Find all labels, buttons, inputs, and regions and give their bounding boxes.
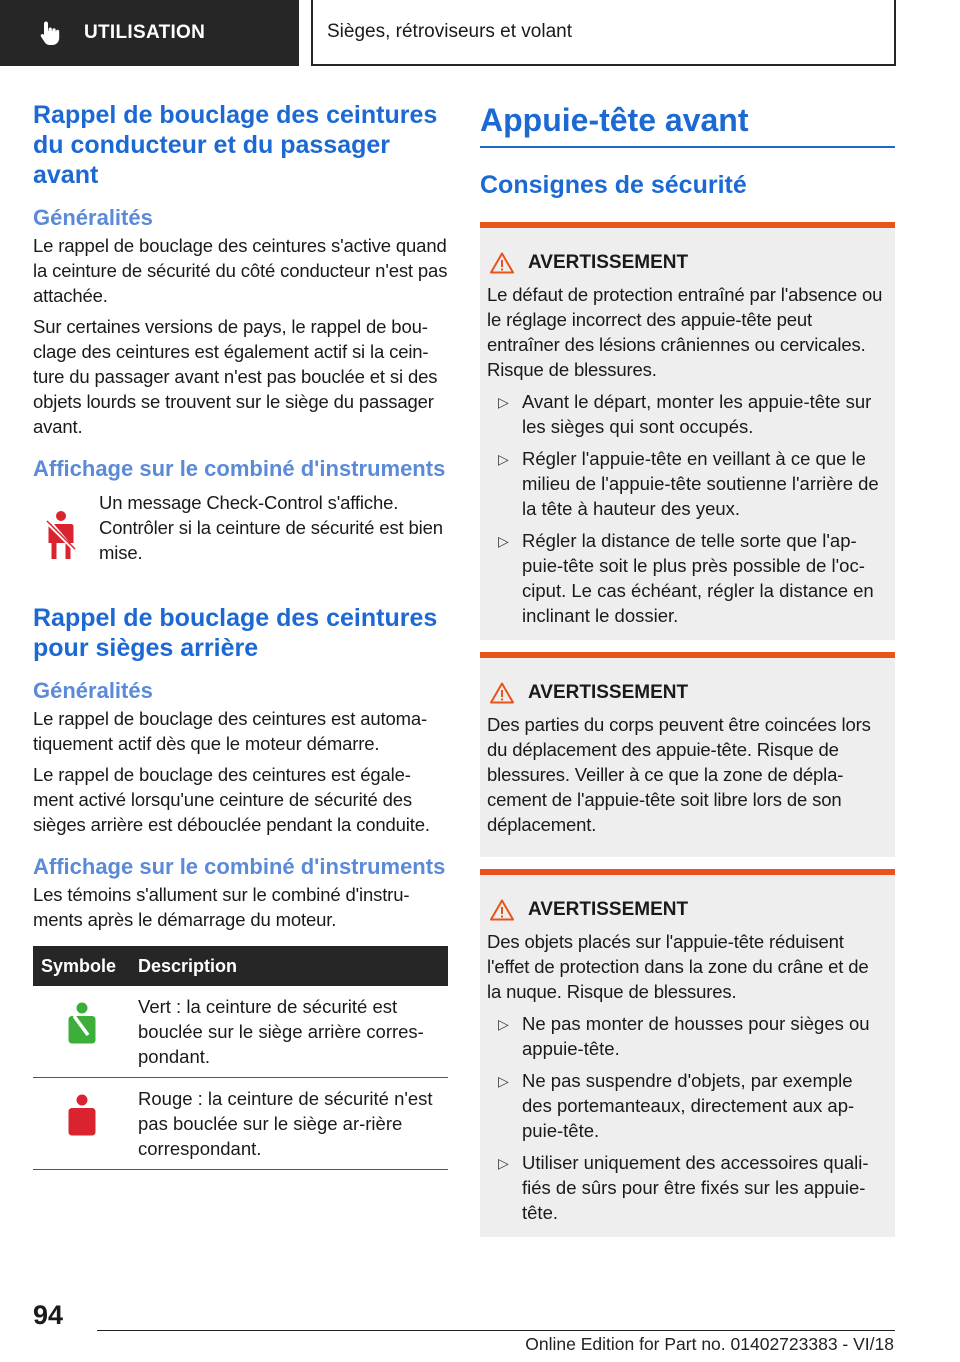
list-item-text: Ne pas suspendre d'objets, par exemple des portemanteaux, directement aux ap‐puie-tête.: [522, 1070, 855, 1141]
list-item: [487, 1150, 887, 1225]
description-cell: Vert : la ceinture de sécurité est bouclée sur le siège arrière corres‐pondant.: [130, 986, 448, 1078]
message-text: Un message Check-Control s'affiche. Contrôler si la ceinture de sécurité est bien mise.: [99, 492, 443, 563]
description-cell: Rouge : la ceinture de sécurité n'est pas bouclée sur le siège ar‐rière correspondant.: [130, 1078, 448, 1170]
paragraph: Sur certaines versions de pays, le rappel de bou‐clage des ceintures est également actif si la cein‐ture du passager avant n'est pas bouclée et si des objets lourds se trouvent sur le siège du passager avant.: [33, 316, 438, 437]
warning-title: [487, 252, 887, 274]
page-header: [0, 0, 960, 66]
warning-label: AVERTISSEMENT: [528, 682, 689, 703]
list-item-text: Régler l'appuie-tête en veillant à ce que le milieu de l'appuie-tête soutienne l'arrière de la tête à hauteur des yeux.: [522, 448, 879, 519]
warning-box: [480, 222, 895, 640]
table-header-row: [33, 946, 448, 986]
list-item: [487, 528, 887, 628]
list-item: [487, 1068, 887, 1143]
warning-triangle-icon: [490, 682, 514, 704]
warning-label: AVERTISSEMENT: [528, 899, 689, 920]
bullet-triangle-icon: ▷: [498, 1016, 509, 1032]
section-title: UTILISATION: [84, 22, 206, 43]
bullet-triangle-icon: ▷: [498, 533, 509, 549]
paragraph: Le rappel de bouclage des ceintures est automa‐tiquement actif dès que le moteur démarre.: [33, 708, 428, 754]
warning-title: [487, 682, 887, 704]
warning-label: AVERTISSEMENT: [528, 252, 689, 273]
subheading-display: Affichage sur le combiné d'instruments: [33, 854, 446, 879]
page-number: 94: [33, 1300, 64, 1330]
warning-box: [480, 652, 895, 857]
page-main-title: Appuie-tête avant: [480, 100, 895, 148]
list-item-text: Utiliser uniquement des accessoires quali‐fiés de sûrs pour être fixés sur les appuie-tête.: [522, 1152, 869, 1223]
warning-triangle-icon: [490, 252, 514, 274]
list-item: [487, 389, 887, 439]
table-row: [33, 986, 448, 1078]
warning-text: Le défaut de protection entraîné par l'absence ou le réglage incorrect des appuie-tête peut entraîner des lésions crâniennes ou cervicales. Risque de blessures.: [487, 284, 883, 380]
section-heading-front-belt: Rappel de bouclage des ceintures du conducteur et du passager avant: [33, 101, 438, 189]
warning-text: Des parties du corps peuvent être coincées lors du déplacement des appuie-tête. Risque de blessures. Veiller à ce que la zone de dépla‐cement de l'appuie-tête soit libre lors de son déplacement.: [487, 714, 871, 835]
subheading-display: Affichage sur le combiné d'instruments: [33, 456, 446, 481]
bullet-triangle-icon: ▷: [498, 394, 509, 410]
edition-text: Online Edition for Part no. 01402723383 - VI/18: [525, 1334, 894, 1354]
seatbelt-red-icon: [67, 1094, 97, 1138]
warning-triangle-icon: [490, 899, 514, 921]
bullet-triangle-icon: ▷: [498, 451, 509, 467]
subheading-general: Généralités: [33, 678, 153, 703]
column-header-symbol: Symbole: [33, 946, 130, 986]
section-tab: [0, 0, 299, 66]
chapter-box: [311, 0, 896, 66]
list-item: [487, 1011, 887, 1061]
hand-pointer-icon: [40, 20, 62, 46]
list-item: [487, 446, 887, 521]
list-item-text: Régler la distance de telle sorte que l'ap‐puie-tête soit le plus près possible de l'oc‐ciput. Le cas échéant, régler la distance en inclinant le dossier.: [522, 530, 874, 626]
list-item-text: Ne pas monter de housses pour sièges ou appuie-tête.: [522, 1013, 870, 1059]
paragraph: Le rappel de bouclage des ceintures est égale‐ment activé lorsqu'une ceinture de sécurité des sièges arrière est débouclée pendant la conduite.: [33, 764, 430, 835]
warning-list: [487, 389, 887, 628]
chapter-title: Sièges, rétroviseurs et volant: [327, 21, 573, 42]
column-header-description: Description: [130, 946, 448, 986]
seatbelt-green-icon: [67, 1002, 97, 1046]
warning-text: Des objets placés sur l'appuie-tête réduisent l'effet de protection dans la zone du crâne et de la nuque. Risque de blessures.: [487, 931, 869, 1002]
warning-box: [480, 869, 895, 1237]
subheading-general: Généralités: [33, 205, 153, 230]
list-item-text: Avant le départ, monter les appuie-tête sur les sièges qui sont occupés.: [522, 391, 872, 437]
warning-title: [487, 899, 887, 921]
section-heading-rear-belt: Rappel de bouclage des ceintures pour sièges arrière: [33, 604, 438, 662]
symbol-table: [33, 946, 448, 1170]
footer-divider: [97, 1330, 895, 1331]
safety-heading: Consignes de sécurité: [480, 171, 747, 199]
paragraph: Le rappel de bouclage des ceintures s'active quand la ceinture de sécurité du côté conducteur n'est pas attachée.: [33, 235, 448, 306]
bullet-triangle-icon: ▷: [498, 1073, 509, 1089]
symbol-cell: [33, 1078, 130, 1170]
warning-list: [487, 1011, 887, 1225]
symbol-cell: [33, 986, 130, 1078]
right-column: [480, 100, 895, 1237]
bullet-triangle-icon: ▷: [498, 1155, 509, 1171]
paragraph: Les témoins s'allument sur le combiné d'instru‐ments après le démarrage du moteur.: [33, 884, 410, 930]
check-control-message: [33, 490, 448, 567]
seatbelt-warning-icon: [33, 490, 99, 567]
table-row: [33, 1078, 448, 1170]
left-column: [33, 100, 448, 1170]
